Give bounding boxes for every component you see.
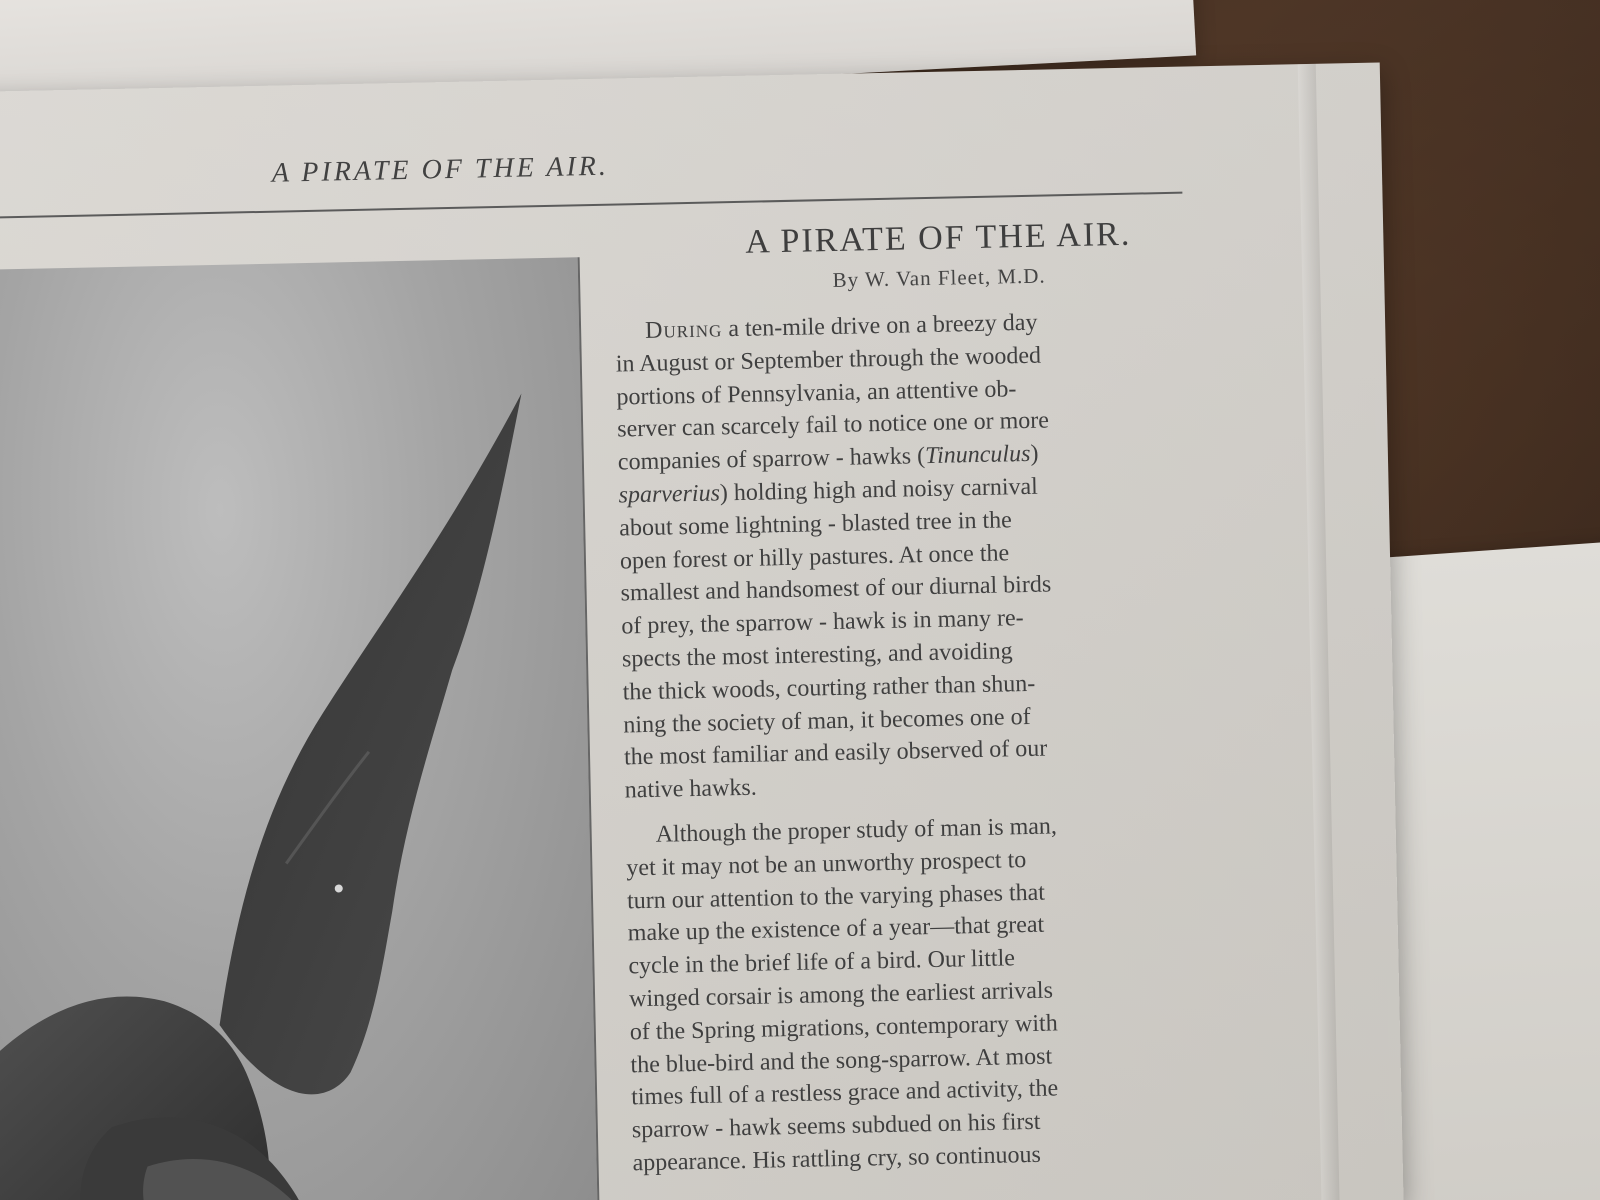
- paragraph-1-line-9: smallest and handsomest of our diurnal birds: [620, 571, 1052, 607]
- paragraph-2-line-9: times full of a restless grace and activity, the: [630, 1075, 1059, 1111]
- paragraph-2: [625, 806, 1282, 1180]
- paragraph-1: [615, 302, 1275, 807]
- paragraph-2-line-11: appearance. His rattling cry, so continuous: [632, 1141, 1042, 1177]
- book-page: [0, 62, 1404, 1200]
- running-head: A PIRATE OF THE AIR.: [271, 150, 610, 189]
- paragraph-indent: [615, 338, 645, 339]
- paragraph-2-line-3: turn our attention to the varying phases that: [626, 879, 1046, 914]
- article: [613, 213, 1283, 1192]
- paragraph-2-line-7: of the Spring migrations, contemporary with: [629, 1010, 1058, 1046]
- article-title: A PIRATE OF THE AIR.: [744, 215, 1132, 261]
- paragraph-1-line-12: the thick woods, courting rather than shun-: [622, 670, 1036, 706]
- paragraph-1-line-13: ning the society of man, it becomes one of: [623, 703, 1031, 739]
- paragraph-1-line-15: native hawks.: [624, 774, 757, 804]
- hawk-illustration: [0, 257, 600, 1200]
- paragraph-1-line-7: about some lightning - blasted tree in the: [619, 507, 1013, 542]
- paragraph-1-line-11: spects the most interesting, and avoiding: [621, 638, 1013, 673]
- paragraph-2-line-2: yet it may not be an unworthy prospect to: [626, 846, 1027, 882]
- paragraph-1-line-10: of prey, the sparrow - hawk is in many re-: [621, 605, 1024, 640]
- scientific-name-species: sparverius: [618, 480, 721, 509]
- paragraph-1-lead: During: [644, 316, 723, 344]
- paragraph-1-line-14: the most familiar and easily observed of our: [623, 735, 1048, 771]
- paragraph-2-line-1-text: Although the proper study of man is man,: [655, 813, 1058, 848]
- paragraph-2-line-8: the blue-bird and the song-sparrow. At most: [630, 1043, 1053, 1078]
- paragraph-1-line-6-text: ) holding high and noisy carnival: [719, 473, 1039, 507]
- hawk-engraving-icon: [0, 257, 598, 1200]
- paragraph-2-line-4: make up the existence of a year—that great: [627, 912, 1045, 947]
- paragraph-2-line-10: sparrow - hawk seems subdued on his first: [631, 1108, 1041, 1144]
- header-rule: [0, 192, 1182, 219]
- paragraph-1-line-4: server can scarcely fail to notice one or more: [616, 407, 1050, 443]
- paragraph-2-line-6: winged corsair is among the earliest arrivals: [628, 977, 1054, 1013]
- paragraph-1-line-8: open forest or hilly pastures. At once the: [619, 539, 1010, 575]
- paragraph-2-line-5: cycle in the brief life of a bird. Our little: [628, 945, 1016, 980]
- paragraph-indent: [626, 842, 656, 843]
- paragraph-1-line-5-a: companies of sparrow - hawks (: [617, 443, 926, 476]
- scientific-name-genus: Tinunculus: [924, 441, 1031, 470]
- paragraph-1-line-3: portions of Pennsylvania, an attentive ob-: [616, 375, 1017, 411]
- paragraph-1-line-5-b: ): [1030, 440, 1039, 468]
- paragraph-1-line-2: in August or September through the wooded: [615, 342, 1042, 378]
- paragraph-1-line-1-text: a ten-mile drive on a breezy day: [728, 309, 1038, 343]
- article-byline: By W. Van Fleet, M.D.: [832, 263, 1046, 292]
